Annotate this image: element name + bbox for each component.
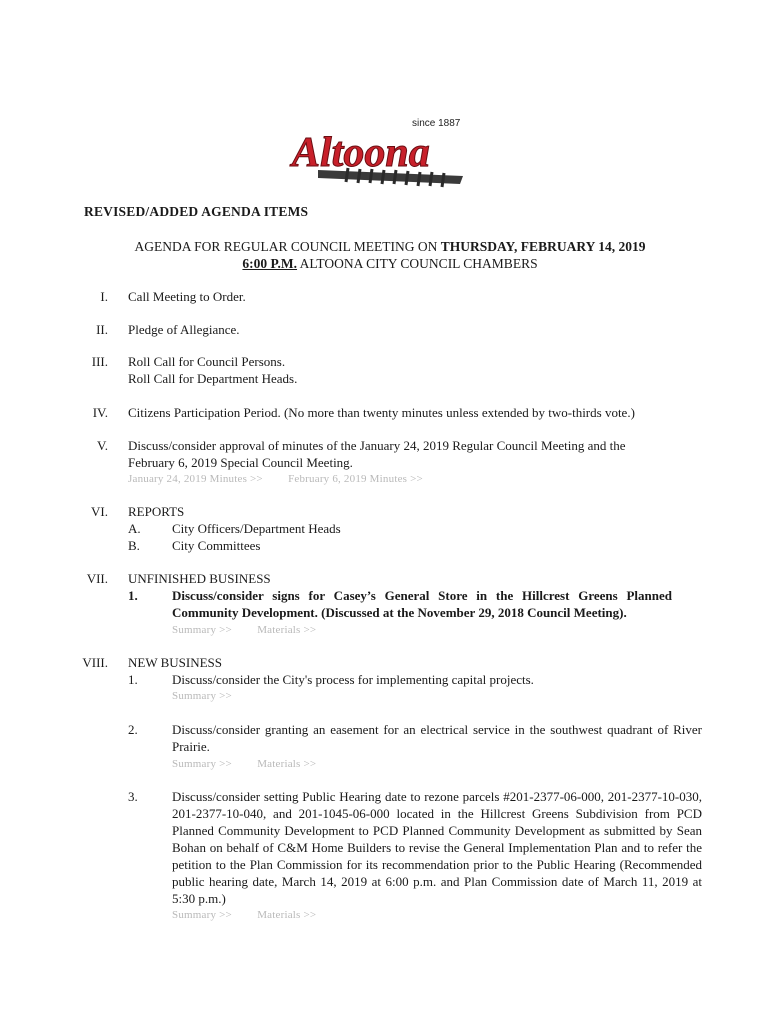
item-numeral: V. — [97, 438, 108, 453]
materials-link[interactable]: Materials >> — [257, 624, 317, 636]
report-b — [128, 537, 708, 554]
sub-text: City Committees — [172, 538, 261, 553]
item-number: 1. — [128, 672, 138, 687]
february-minutes-link[interactable]: February 6, 2019 Minutes >> — [288, 473, 423, 485]
item-text: Pledge of Allegiance. — [128, 322, 240, 337]
item-text: Discuss/consider granting an easement for an electrical service in the southwest quadrant of River Prairie. — [172, 722, 702, 754]
report-a — [128, 520, 708, 537]
section-title: REPORTS — [128, 504, 185, 519]
item-numeral: VI. — [91, 504, 108, 519]
summary-link[interactable]: Summary >> — [172, 690, 232, 702]
section-title: UNFINISHED BUSINESS — [128, 571, 271, 586]
altoona-logo — [288, 112, 468, 194]
summary-link[interactable]: Summary >> — [172, 909, 232, 921]
item-text-line1: Roll Call for Council Persons. — [128, 354, 286, 369]
item-number: 1. — [128, 588, 138, 603]
materials-link[interactable]: Materials >> — [257, 758, 317, 770]
title-location: ALTOONA CITY COUNCIL CHAMBERS — [297, 256, 538, 271]
item-numeral: VII. — [86, 571, 108, 586]
item-numeral: IV. — [92, 405, 108, 420]
sub-text: City Officers/Department Heads — [172, 521, 341, 536]
item-text: Discuss/consider the City's process for implementing capital projects. — [172, 672, 534, 687]
logo-brand-text: Altoona — [292, 130, 430, 176]
item-number: 3. — [128, 789, 138, 804]
altoona-logo-graphic — [288, 112, 468, 194]
sub-letter: B. — [128, 538, 140, 553]
item-text: Discuss/consider signs for Casey’s General Store in the Hillcrest Greens Planned Community Development. (Discussed at the November 29, 2018 Council Meeting). — [172, 588, 672, 620]
logo-since-text: since 1887 — [412, 118, 461, 129]
item-text: Discuss/consider approval of minutes of the January 24, 2019 Regular Council Meeting and the February 6, 2019 Special Council Meeting. — [128, 438, 626, 470]
title-time: 6:00 P.M. — [242, 256, 298, 271]
item-numeral: II. — [96, 322, 108, 337]
item-number: 2. — [128, 722, 138, 737]
title-prefix: AGENDA FOR REGULAR COUNCIL MEETING ON — [134, 239, 441, 254]
item-text: Citizens Participation Period. (No more than twenty minutes unless extended by two-thirds vote.) — [128, 405, 635, 420]
item-numeral: III. — [91, 354, 108, 369]
summary-link[interactable]: Summary >> — [172, 624, 232, 636]
sub-letter: A. — [128, 521, 141, 536]
section-title: NEW BUSINESS — [128, 655, 223, 670]
item-text: Call Meeting to Order. — [128, 289, 246, 304]
item-text: Discuss/consider setting Public Hearing date to rezone parcels #201-2377-06-000, 201-2377-10-030, 201-2377-10-040, and 201-1045-06-000 located in the Hillcrest Greens Subdivision from PCD Planned Community Development to PCD Planned Community Development as submitted by Sean Bohan on behalf of C&M Home Builders to revise the General Implementation Plan and to refer the petition to the Plan Commission for its recommendation prior to the Public Hearing (Recommended public hearing date, March 14, 2019 at 6:00 p.m. and Plan Commission date of March 11, 2019 at 5:30 p.m.) — [172, 789, 702, 906]
january-minutes-link[interactable]: January 24, 2019 Minutes >> — [128, 473, 263, 485]
agenda-title — [80, 238, 700, 272]
title-date: THURSDAY, FEBRUARY 14, 2019 — [440, 239, 646, 254]
page-heading: REVISED/ADDED AGENDA ITEMS — [84, 204, 309, 219]
item-text-line2: Roll Call for Department Heads. — [128, 371, 298, 386]
item-numeral: VIII. — [82, 655, 108, 670]
materials-link[interactable]: Materials >> — [257, 909, 317, 921]
summary-link[interactable]: Summary >> — [172, 758, 232, 770]
item-numeral: I. — [100, 289, 108, 304]
